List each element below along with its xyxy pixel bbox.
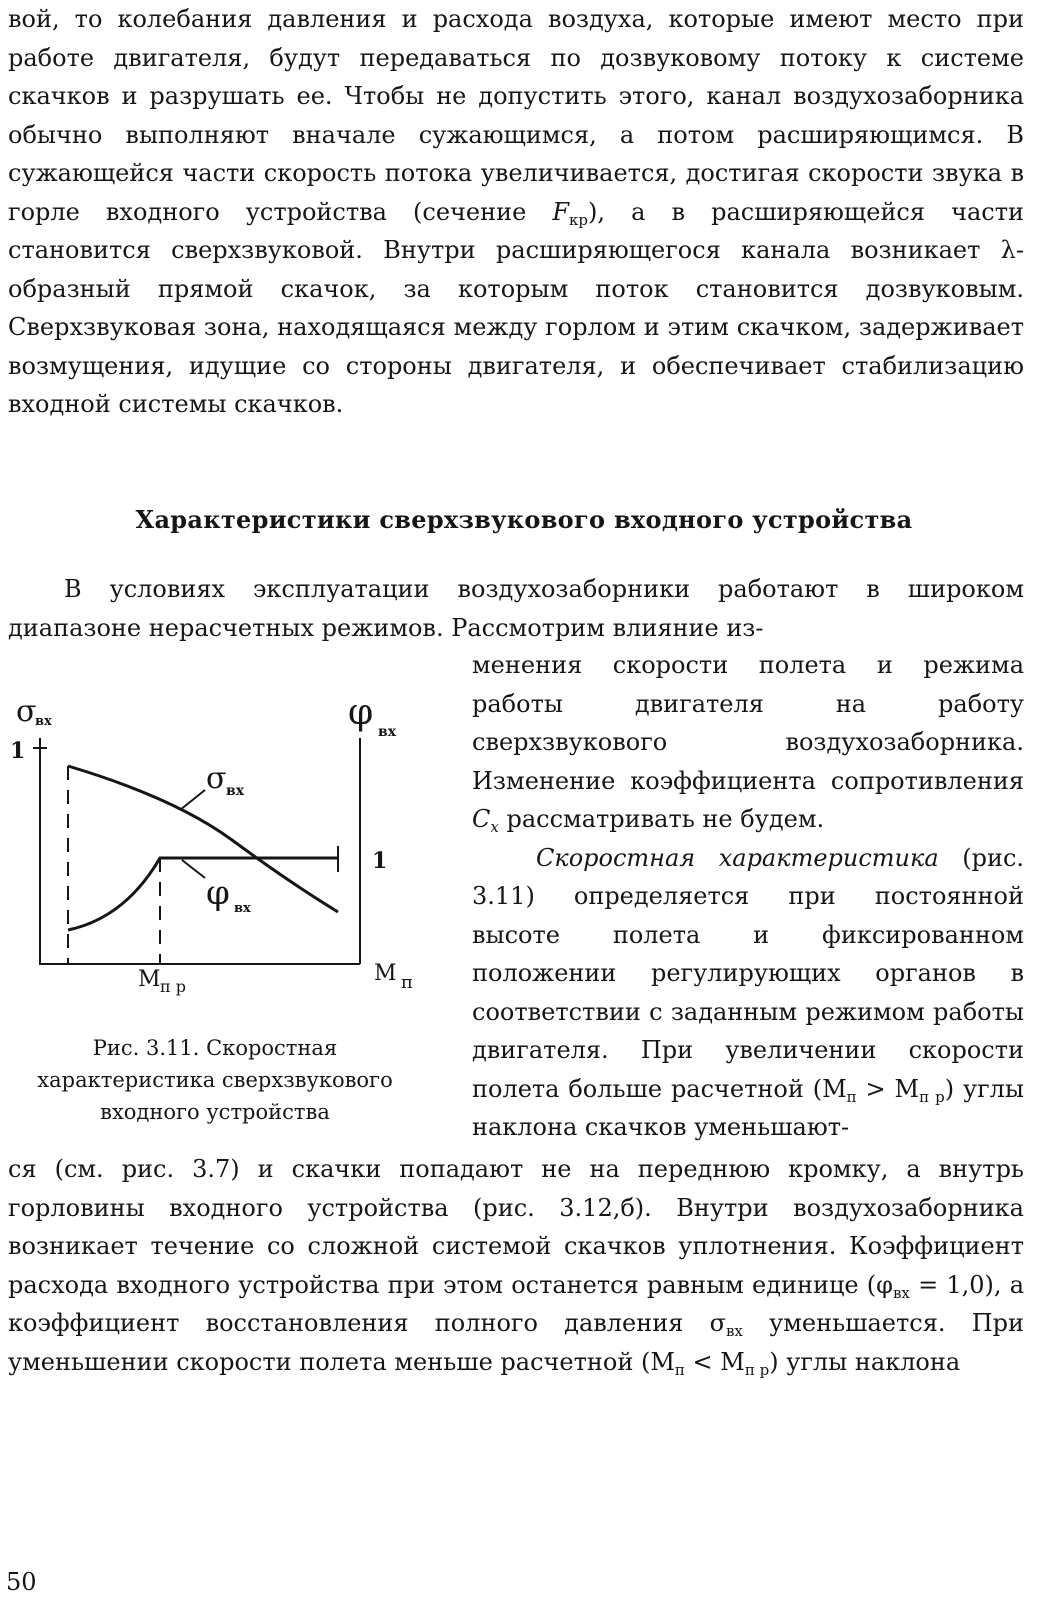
left-unit-label: 1 bbox=[10, 738, 26, 764]
svg-text:вх: вх bbox=[378, 724, 397, 740]
symbol-f: F bbox=[552, 197, 570, 226]
phi-leader bbox=[182, 860, 205, 878]
svg-text:вх: вх bbox=[226, 783, 245, 799]
phi-curve-label: φ bbox=[206, 873, 230, 913]
section-heading: Характеристики сверхзвукового входного устройства bbox=[135, 505, 913, 534]
design-mach-label: М bbox=[138, 967, 161, 992]
figure-3-11 bbox=[0, 686, 440, 996]
phi-axis-label: φ bbox=[348, 692, 374, 733]
mach-axis-label: М bbox=[374, 961, 397, 986]
sigma-leader bbox=[180, 790, 205, 810]
svg-text:вх: вх bbox=[35, 714, 52, 729]
speed-characteristic-diagram bbox=[0, 686, 440, 996]
sigma-axis-label: σ bbox=[16, 694, 37, 729]
figure-caption: Рис. 3.11. Скоростная характеристика сверхзвукового входного устройства bbox=[37, 1036, 393, 1124]
phi-curve bbox=[68, 858, 338, 930]
svg-text:п: п bbox=[401, 972, 413, 993]
side-text-column bbox=[472, 646, 1024, 1147]
term-speed-characteristic: Скоростная характеристика bbox=[536, 843, 939, 872]
paragraph-side-1: менения скорости полета и режима работы двигателя на работу сверхзвукового воздухозаборника. Изменение коэффициента сопротивления $C_x$ рассматривать не будем. bbox=[472, 651, 1024, 836]
right-unit-label: 1 bbox=[372, 848, 388, 874]
paragraph-1: вой, то колебания давления и расхода воздуха, которые имеют место при работе двигателя, будут передаваться по дозвуковому потоку к системе скачков и разрушать ее. Чтобы не допустить этого, канал воздухозаборника обычно выполняют вначале сужающимся, а потом расширяющимся. В сужающейся части скорость потока увеличивается, достигая скорости звука в горле входного устройства (сечение $F_{кр}$), а в расширяющейся части становится сверхзвуковой. Внутри расширяющегося канала возникает λ-образный прямой скачок, за которым поток становится дозвуковым. Сверхзвуковая зона, находящаяся между горлом и этим скачком, задерживает возмущения, идущие со стороны двигателя, и обеспечивает стабилизацию входной системы скачков. bbox=[8, 5, 1024, 418]
sigma-curve bbox=[68, 766, 338, 912]
paragraph-3: ся (см. рис. 3.7) и скачки попадают не на переднюю кромку, а внутрь горловины входного устройства (рис. 3.12,б). Внутри воздухозаборника возникает течение со сложной системой скачков уплотнения. Коэффициент расхода входного устройства при этом останется равным единице $(\varphi_{вх} = 1,0)$, а коэффициент восстановления полного давления $\sigma_{вх}$ уменьшается. При уменьшении скорости полета меньше расчетной $(М_п < М_{п р})$ углы наклона bbox=[8, 1155, 1025, 1379]
svg-text:вх: вх bbox=[234, 901, 251, 916]
page-number: 50 bbox=[6, 1568, 37, 1596]
svg-text:п р: п р bbox=[160, 977, 186, 996]
paragraph-side-2: Скоростная характеристика (рис. 3.11) определяется при постоянной высоте полета и фиксированном положении регулирующих органов в соответствии с заданным режимом работы двигателя. При увеличении скорости полета больше расчетной $(М_п > М_{п р})$ углы наклона скачков уменьшают- bbox=[472, 843, 1025, 1141]
sigma-curve-label: σ bbox=[206, 761, 227, 796]
paragraph-2: В условиях эксплуатации воздухозаборники работают в широком диапазоне нерасчетных режимов. Рассмотрим влияние из- bbox=[8, 575, 1024, 642]
